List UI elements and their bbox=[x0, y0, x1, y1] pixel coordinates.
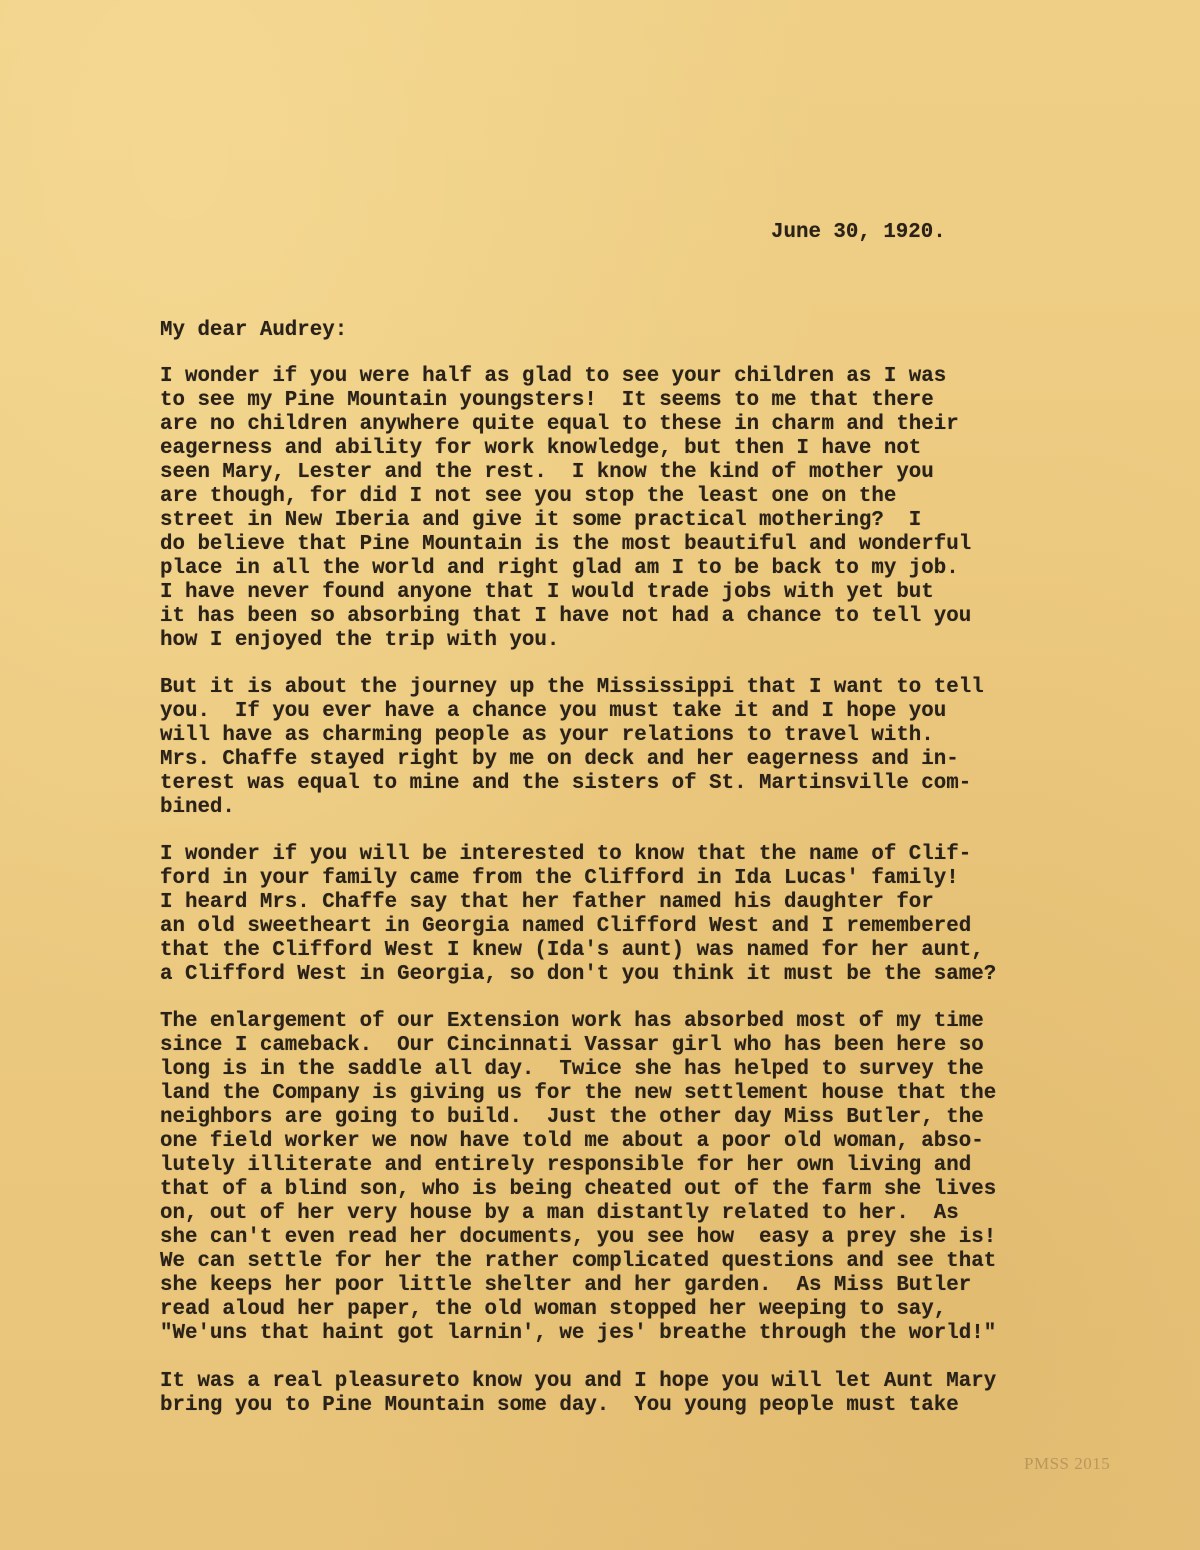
letter-date: June 30, 1920. bbox=[771, 221, 946, 244]
body-line: terest was equal to mine and the sisters of St. Martinsville com- bbox=[160, 772, 972, 795]
body-line: a Clifford West in Georgia, so don't you think it must be the same? bbox=[160, 963, 997, 986]
body-line: We can settle for her the rather complicated questions and see that bbox=[160, 1250, 997, 1273]
body-line: I heard Mrs. Chaffe say that her father named his daughter for bbox=[160, 891, 934, 914]
body-line: The enlargement of our Extension work has absorbed most of my time bbox=[160, 1010, 984, 1033]
body-line: I wonder if you were half as glad to see your children as I was bbox=[160, 365, 947, 388]
body-line: land the Company is giving us for the new settlement house that the bbox=[160, 1082, 997, 1105]
body-line: do believe that Pine Mountain is the most beautiful and wonderful bbox=[160, 533, 972, 556]
body-line: long is in the saddle all day. Twice she has helped to survey the bbox=[160, 1058, 984, 1081]
body-line: I have never found anyone that I would trade jobs with yet but bbox=[160, 581, 934, 604]
body-line: she can't even read her documents, you see how easy a prey she is! bbox=[160, 1226, 997, 1249]
body-line: how I enjoyed the trip with you. bbox=[160, 629, 560, 652]
body-line: are though, for did I not see you stop the least one on the bbox=[160, 485, 897, 508]
body-line: it has been so absorbing that I have not had a chance to tell you bbox=[160, 605, 972, 628]
body-line: you. If you ever have a chance you must take it and I hope you bbox=[160, 700, 947, 723]
body-line: one field worker we now have told me about a poor old woman, abso- bbox=[160, 1130, 984, 1153]
body-line: neighbors are going to build. Just the other day Miss Butler, the bbox=[160, 1106, 984, 1129]
body-line: she keeps her poor little shelter and her garden. As Miss Butler bbox=[160, 1274, 972, 1297]
body-line: seen Mary, Lester and the rest. I know the kind of mother you bbox=[160, 461, 934, 484]
salutation: My dear Audrey: bbox=[160, 319, 348, 342]
body-line: place in all the world and right glad am I to be back to my job. bbox=[160, 557, 959, 580]
body-line: It was a real pleasureto know you and I hope you will let Aunt Mary bbox=[160, 1370, 997, 1393]
body-line: read aloud her paper, the old woman stopped her weeping to say, bbox=[160, 1298, 947, 1321]
body-line: to see my Pine Mountain youngsters! It seems to me that there bbox=[160, 389, 934, 412]
body-line: ford in your family came from the Clifford in Ida Lucas' family! bbox=[160, 867, 959, 890]
body-line: since I cameback. Our Cincinnati Vassar girl who has been here so bbox=[160, 1034, 984, 1057]
body-line: I wonder if you will be interested to know that the name of Clif- bbox=[160, 843, 972, 866]
body-line: bined. bbox=[160, 796, 235, 819]
body-line: that of a blind son, who is being cheated out of the farm she lives bbox=[160, 1178, 997, 1201]
body-line: Mrs. Chaffe stayed right by me on deck and her eagerness and in- bbox=[160, 748, 959, 771]
body-line: an old sweetheart in Georgia named Clifford West and I remembered bbox=[160, 915, 972, 938]
body-line: on, out of her very house by a man distantly related to her. As bbox=[160, 1202, 959, 1225]
body-line: bring you to Pine Mountain some day. You young people must take bbox=[160, 1394, 959, 1417]
body-line: lutely illiterate and entirely responsible for her own living and bbox=[160, 1154, 972, 1177]
body-line: eagerness and ability for work knowledge, but then I have not bbox=[160, 437, 922, 460]
archive-watermark: PMSS 2015 bbox=[1024, 1454, 1111, 1473]
body-line: But it is about the journey up the Mississippi that I want to tell bbox=[160, 676, 984, 699]
body-line: "We'uns that haint got larnin', we jes' breathe through the world!" bbox=[160, 1322, 997, 1345]
body-line: are no children anywhere quite equal to these in charm and their bbox=[160, 413, 959, 436]
body-line: will have as charming people as your relations to travel with. bbox=[160, 724, 934, 747]
body-line: street in New Iberia and give it some practical mothering? I bbox=[160, 509, 922, 532]
body-line: that the Clifford West I knew (Ida's aunt) was named for her aunt, bbox=[160, 939, 984, 962]
